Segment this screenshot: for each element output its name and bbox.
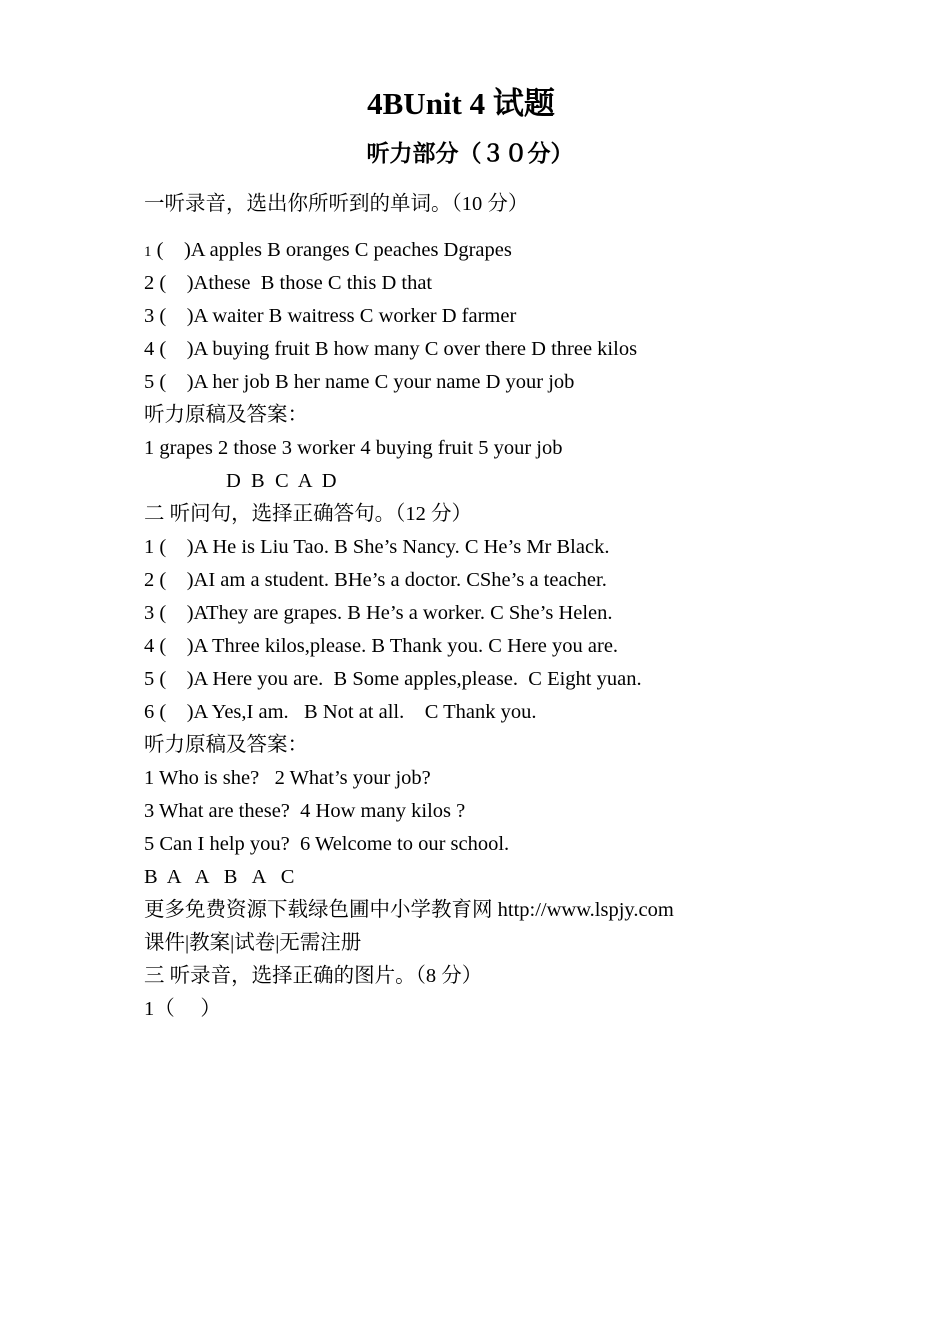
section1-question-3: [144, 300, 924, 333]
section2-question-3: 3 ( )AThey are grapes. B He’s a worker. C She’s Helen.: [144, 602, 613, 624]
question-number: 3: [144, 305, 155, 327]
question-text: ( )Athese B those C this D that: [154, 272, 433, 294]
question-text: ( )A waiter B waitress C worker D farmer: [154, 305, 517, 327]
section2-question-5: 5 ( )A Here you are. B Some apples,please. C Eight yuan.: [144, 668, 642, 690]
section1-question-1: [144, 234, 924, 267]
document-subtitle: 听力部分（３０分）: [366, 141, 574, 166]
section2-question-4: 4 ( )A Three kilos,please. B Thank you. C Here you are.: [144, 635, 619, 657]
section2-question-2: 2 ( )AI am a student. BHe’s a doctor. CShe’s a teacher.: [144, 569, 607, 591]
section3-heading: 三 听录音，选择正确的图片。（8 分）: [144, 965, 483, 987]
question-text: ( )A her job B her name C your name D your job: [154, 371, 575, 393]
question-text: ( )A apples B oranges C peaches Dgrapes: [151, 239, 512, 261]
section1-question-2: [144, 267, 924, 300]
section1-answers: D B C A D: [144, 470, 337, 492]
section3-question-1: 1（ ）: [144, 998, 221, 1020]
question-text: ( )A buying fruit B how many C over there D three kilos: [154, 338, 638, 360]
question-number: 2: [144, 272, 155, 294]
question-number: 4: [144, 338, 155, 360]
question-number: 5: [144, 371, 155, 393]
section2-script-label: 听力原稿及答案：: [144, 734, 308, 756]
section2-question-6: 6 ( )A Yes,I am. B Not at all. C Thank you.: [144, 701, 537, 723]
document-title: 4BUnit 4 试题: [367, 86, 555, 121]
section1-question-5: [144, 366, 924, 399]
question-number: 1: [144, 244, 152, 260]
section1-script-text: 1 grapes 2 those 3 worker 4 buying fruit 5 your job: [144, 437, 563, 459]
section2-script-line-1: 1 Who is she? 2 What’s your job?: [144, 767, 431, 789]
promo-line-2: 课件|教案|试卷|无需注册: [144, 932, 362, 954]
section2-heading: 二 听问句，选择正确答句。（12 分）: [144, 503, 472, 525]
section2-script-line-2: 3 What are these? 4 How many kilos ?: [144, 800, 466, 822]
section1-question-4: [144, 333, 924, 366]
section2-question-1: 1 ( )A He is Liu Tao. B She’s Nancy. C He’s Mr Black.: [144, 536, 610, 558]
promo-line-1: 更多免费资源下载绿色圃中小学教育网 http://www.lspjy.com: [144, 899, 674, 921]
section2-answers: B A A B A C: [144, 866, 295, 888]
document-body: [144, 188, 924, 1026]
section2-script-line-3: 5 Can I help you? 6 Welcome to our school.: [144, 833, 510, 855]
section1-heading: 一听录音，选出你所听到的单词。（10 分）: [144, 193, 529, 215]
section1-script-label: 听力原稿及答案：: [144, 404, 308, 426]
